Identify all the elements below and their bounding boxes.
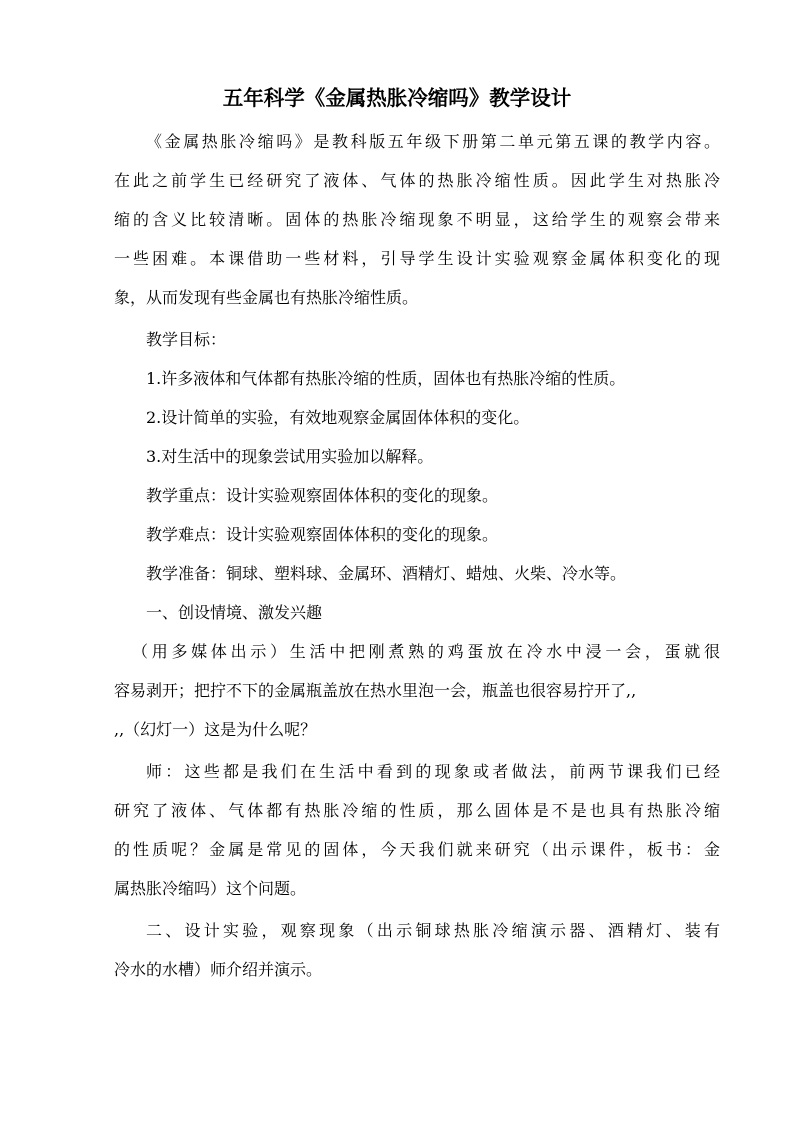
section1-heading: 一、创设情境、激发兴趣 xyxy=(146,603,323,622)
preparation: 教学准备：铜球、塑料球、金属环、酒精灯、蜡烛、火柴、冷水等。 xyxy=(146,564,627,583)
section2-line: 冷水的水槽）师介绍并演示。 xyxy=(114,960,323,979)
intro-line: 缩的含义比较清晰。固体的热胀冷缩现象不明显，这给学生的观察会带来 xyxy=(114,210,720,229)
intro-line: 在此之前学生已经研究了液体、气体的热胀冷缩性质。因此学生对热胀冷 xyxy=(114,171,720,190)
intro-line: 象，从而发现有些金属也有热胀冷缩性质。 xyxy=(114,288,419,307)
teacher-line: 的性质呢？金属是常见的固体，今天我们就来研究（出示课件，板书：金 xyxy=(114,840,720,859)
goal-item: 3.对生活中的现象尝试用实验加以解释。 xyxy=(146,447,434,466)
key-points-section xyxy=(114,476,720,593)
section1-line: 容易剥开；把拧不下的金属瓶盖放在热水里泡一会，瓶盖也很容易拧开了,, xyxy=(114,681,637,700)
document-body xyxy=(114,122,720,989)
section1-line: （用多媒体出示）生活中把刚煮熟的鸡蛋放在冷水中浸一会，蛋就很 xyxy=(132,642,720,661)
key-point: 教学重点：设计实验观察固体体积的变化的现象。 xyxy=(146,486,499,505)
goals-heading: 教学目标： xyxy=(146,330,227,349)
intro-paragraph xyxy=(114,122,720,317)
section2-line: 二、设计实验，观察现象（出示铜球热胀冷缩演示器、酒精灯、装有 xyxy=(146,921,720,940)
goal-item: 1.许多液体和气体都有热胀冷缩的性质，固体也有热胀冷缩的性质。 xyxy=(146,369,626,388)
difficult-point: 教学难点：设计实验观察固体体积的变化的现象。 xyxy=(146,525,499,544)
section1-line: ,,（幻灯一）这是为什么呢？ xyxy=(114,720,317,739)
teacher-line: 师：这些都是我们在生活中看到的现象或者做法，前两节课我们已经 xyxy=(146,762,720,781)
intro-line: 一些困难。本课借助一些材料，引导学生设计实验观察金属体积变化的现 xyxy=(114,249,720,268)
document-title: 五年科学《金属热胀冷缩吗》教学设计 xyxy=(222,86,572,110)
intro-line: 《金属热胀冷缩吗》是教科版五年级下册第二单元第五课的教学内容。 xyxy=(146,132,720,151)
teacher-line: 属热胀冷缩吗）这个问题。 xyxy=(114,879,307,898)
goal-item: 2.设计简单的实验，有效地观察金属固体体积的变化。 xyxy=(146,408,530,427)
teacher-paragraph xyxy=(114,752,720,908)
teacher-line: 研究了液体、气体都有热胀冷缩的性质，那么固体是不是也具有热胀冷缩 xyxy=(114,801,720,820)
section2 xyxy=(114,911,720,989)
goals-section xyxy=(114,320,720,476)
section1 xyxy=(114,593,720,749)
